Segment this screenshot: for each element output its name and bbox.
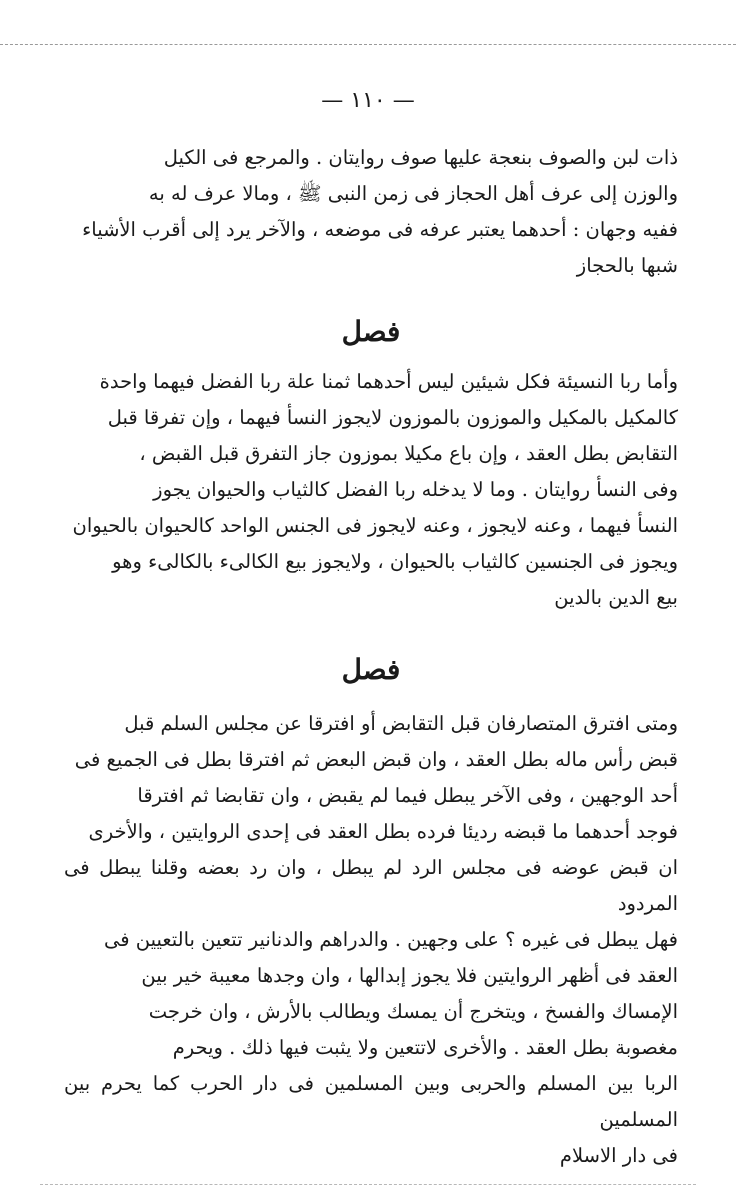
page-body [64, 140, 678, 1174]
text-line: ويجوز فى الجنسين كالثياب بالحيوان ، ولايجوز بيع الكالىء بالكالىء وهو [112, 550, 678, 573]
text-line: كالمكيل بالمكيل والموزون بالموزون لايجوز النسأ فيهما ، وإن تفرقا قبل [107, 406, 678, 429]
text-line: التقابض بطل العقد ، وإن باع مكيلا بموزون جاز التفرق قبل القبض ، [139, 442, 678, 465]
scan-edge-top [0, 44, 736, 45]
text-line: النسأ فيهما ، وعنه لايجوز ، وعنه لايجوز فى الجنس الواحد كالحيوان بالحيوان [72, 514, 678, 537]
text-line: بيع الدين بالدين [554, 586, 678, 609]
section-heading-1: فصل [341, 315, 401, 348]
text-line: العقد فى أظهر الروايتين فلا يجوز إبدالها ، وان وجدها معيبة خير بين [141, 964, 678, 987]
text-line: الإمساك والفسخ ، ويتخرج أن يمسك ويطالب بالأرش ، وان خرجت [148, 1000, 678, 1023]
text-line: ان قبض عوضه فى مجلس الرد لم يبطل ، وان رد بعضه وقلنا يبطل فى المردود [64, 856, 678, 915]
text-line: قبض رأس ماله بطل العقد ، وان قبض البعض ثم افترقا بطل فى الجميع فى [74, 748, 678, 771]
section-heading-2: فصل [341, 653, 401, 686]
text-line: شبها بالحجاز [576, 254, 678, 277]
text-line: الربا بين المسلم والحربى وبين المسلمين فى دار الحرب كما يحرم بين المسلمين [64, 1072, 678, 1131]
text-line: ذات لبن والصوف بنعجة عليها صوف روايتان . والمرجع فى الكيل [163, 146, 678, 169]
text-line: فهل يبطل فى غيره ؟ على وجهين . والدراهم والدنانير تتعين بالتعيين فى [103, 928, 678, 951]
text-line: والوزن إلى عرف أهل الحجاز فى زمن النبى ﷺ ، ومالا عرف له به [148, 182, 678, 205]
page-number: — ١١٠ — [321, 88, 415, 113]
paragraph-1 [64, 140, 678, 310]
text-line: وفى النسأ روايتان . وما لا يدخله ربا الفضل كالثياب والحيوان يجوز [153, 478, 678, 501]
scan-edge-bottom [40, 1184, 696, 1185]
text-line: فى دار الاسلام [559, 1144, 678, 1167]
text-line: ففيه وجهان : أحدهما يعتبر عرفه فى موضعه ، والآخر يرد إلى أقرب الأشياء [82, 218, 678, 241]
text-line: أحد الوجهين ، وفى الآخر يبطل فيما لم يقبض ، وان تقابضا ثم افترقا [137, 784, 678, 807]
text-line: ومتى افترق المتصارفان قبل التقابض أو افترقا عن مجلس السلم قبل [124, 712, 678, 735]
text-line: مغصوبة بطل العقد . والأخرى لاتتعين ولا يثبت فيها ذلك . ويحرم [172, 1036, 678, 1059]
text-line: وأما ربا النسيئة فكل شيئين ليس أحدهما ثمنا علة ربا الفضل فيهما واحدة [99, 370, 678, 393]
paragraph-2 [64, 364, 678, 644]
paragraph-3 [64, 706, 678, 1174]
text-line: فوجد أحدهما ما قبضه رديئا فرده بطل العقد فى إحدى الروايتين ، والأخرى [88, 820, 678, 843]
